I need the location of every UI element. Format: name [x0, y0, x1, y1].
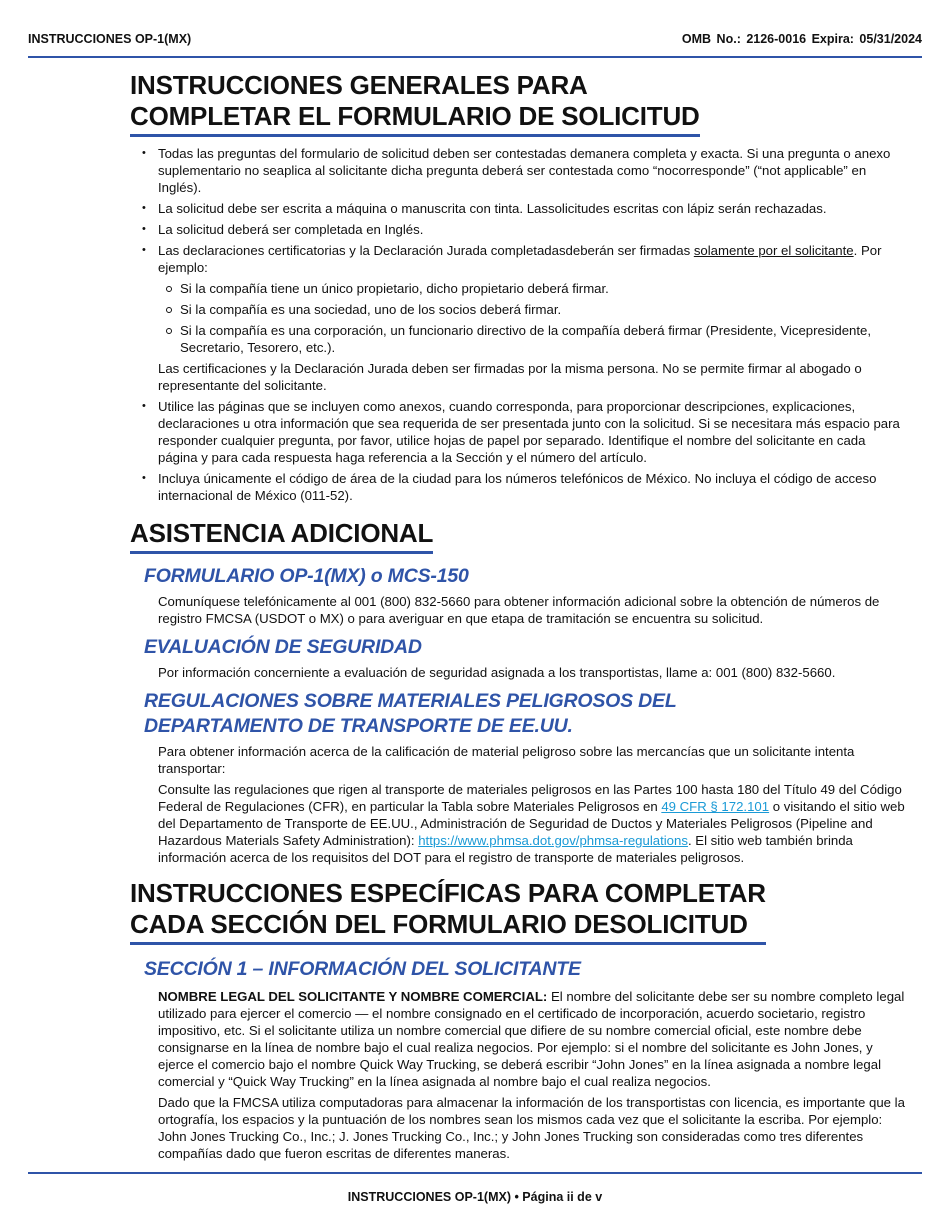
sublist-item: Si la compañía tiene un único propietario, dicho propietario deberá firmar. [158, 280, 905, 297]
list-item: • Incluya únicamente el código de área de la ciudad para los números telefónicos de México. No incluya el código de acceso internacional de México (011-52). [130, 470, 905, 504]
section1-heading: SECCIÓN 1 – INFORMACIÓN DEL SOLICITANTE [144, 958, 581, 980]
hazmat-heading: REGULACIONES SOBRE MATERIALES PELIGROSOS DEL DEPARTAMENTO DE TRANSPORTE DE EE.UU. [144, 690, 677, 737]
sublist-item: Si la compañía es una corporación, un funcionario directivo de la compañía deberá firmar (Presidente, Vicepresidente, Secretario, Tesorero, etc.). [158, 322, 905, 356]
list-item: • La solicitud deberá ser completada en Inglés. [130, 221, 905, 238]
safety-text: Por información concerniente a evaluación de seguridad asignada a los transportistas, llame a: 001 (800) 832-5660. [158, 665, 836, 680]
list-item: • Las declaraciones certificatorias y la Declaración Jurada completadasdeberán ser firmadas solamente por el solicitante. Por ejemplo: Si la compañía tiene un único propietario, dicho propietario deberá firmar. Si la compañía es una sociedad, uno de los socios deberá firmar. Si la compañía es una corporación, un funcionario directivo de la compañía deberá firmar (Presidente, Vicepresidente, Secretario, Tesorero, etc.). Las certificaciones y la Declaración Jurada deben ser firmadas por la misma persona. No se permite firmar al abogado o representante del solicitante. [130, 242, 905, 394]
name-consistency-text: Dado que la FMCSA utiliza computadoras para almacenar la información de los transportistas con licencia, es importante que la ortografía, los espacios y la puntuación de los nombres sean los mismos cada vez que el solicitante la escriba. Por ejemplo: John Jones Trucking Co., Inc.; J. Jones Trucking Co., Inc.; y John Jones Trucking son consideradas como tres diferentes compañías dado que fueron escritas de diferentes maneras. [158, 1095, 905, 1161]
underlined-text: solamente por el solicitante [693, 243, 854, 258]
form-op1-text: Comuníquese telefónicamente al 001 (800) 832-5660 para obtener información adicional sobre la obtención de números de registro FMCSA (USDOT o MX) o para averiguar en que etapa de tramitación se encuentra su solicitud. [158, 594, 880, 626]
footer-page-number: INSTRUCCIONES OP-1(MX) • Página ii de v [347, 1190, 603, 1204]
cfr-link[interactable]: 49 CFR § 172.101 [661, 799, 770, 814]
list-item: • La solicitud debe ser escrita a máquina o manuscrita con tinta. Lassolicitudes escritas con lápiz serán rechazadas. [130, 200, 905, 217]
signer-sublist [158, 280, 905, 356]
page-footer [28, 1172, 922, 1204]
specific-instructions-title: INSTRUCCIONES ESPECÍFICAS PARA COMPLETAR CADA SECCIÓN DEL FORMULARIO DESOLICITUD [130, 878, 766, 945]
list-item: • Todas las preguntas del formulario de solicitud deben ser contestadas demanera completa y exacta. Si una pregunta o anexo suplementario no seaplica al solicitante dicha pregunta deberá ser contestada como “nocorresponde” (“not applicable” en Inglés). [130, 145, 905, 196]
hazmat-intro: Para obtener información acerca de la calificación de material peligroso sobre las mercancías que un solicitante intenta transportar: [158, 744, 855, 776]
general-bullets [130, 145, 905, 504]
general-instructions-title: INSTRUCCIONES GENERALES PARA COMPLETAR EL FORMULARIO DE SOLICITUD [130, 70, 700, 137]
header-form-id: INSTRUCCIONES OP-1(MX) [28, 32, 192, 46]
hazmat-text: Consulte las regulaciones que rigen al transporte de materiales peligrosos en las Partes 100 hasta 180 del Título 49 del Código Federal de Regulaciones (CFR), en particular la Tabla sobre Materiales Peligrosos en 49 CFR § 172.101 o visitando el sitio web del Departamento de Transporte de EE.UU., Administración de Seguridad de Ductos y Materiales Peligrosos (Pipeline and Hazardous Materials Safety Administration): https://www.phmsa.dot.gov/phmsa-regulations. El sitio web también brinda información acerca de los requisitos del DOT para el registro de transporte de materiales peligrosos. [158, 782, 905, 865]
sublist-item: Si la compañía es una sociedad, uno de los socios deberá firmar. [158, 301, 905, 318]
page-header [28, 30, 922, 58]
legal-name-text: NOMBRE LEGAL DEL SOLICITANTE Y NOMBRE COMERCIAL: El nombre del solicitante debe ser su nombre completo legal utilizado para ejercer el comercio — el nombre consignado en el certificado de incorporación, acuerdo societario, registro impositivo, etc. Si el solicitante utiliza un nombre comercial que difiere de su nombre comercial oficial, este nombre debe consignarse en la línea de nombre bajo el cual realiza negocios. Por ejemplo: si el nombre del solicitante es John Jones, y ejerce el comercio bajo el nombre Quick Way Trucking, se deberá escribir “John Jones” en la línea asignada a nombre legal comercial y “Quick Way Trucking” en la línea asignada al nombre bajo el cual realiza negocios. [158, 989, 905, 1089]
signature-note: Las certificaciones y la Declaración Jurada deben ser firmadas por la misma persona. No se permite firmar al abogado o representante del solicitante. [158, 361, 862, 393]
list-item: • Utilice las páginas que se incluyen como anexos, cuando corresponda, para proporcionar descripciones, explicaciones, declaraciones u otra información que sea requerida de ser presentada junto con la solicitud. Si se necesitara más espacio para responder cualquier pregunta, por favor, utilice hojas de papel por separado. Identifique el nombre del solicitante en cada página y para cada respuesta haga referencia a la Sección y el número del artículo. [130, 398, 905, 466]
page-content [130, 70, 905, 1162]
header-omb: OMB No.: 2126-0016 Expira: 05/31/2024 [681, 32, 922, 46]
assistance-title: ASISTENCIA ADICIONAL [130, 518, 433, 554]
phmsa-link[interactable]: https://www.phmsa.dot.gov/phmsa-regulations [418, 833, 688, 848]
form-op1-heading: FORMULARIO OP-1(MX) o MCS-150 [144, 565, 469, 587]
safety-heading: EVALUACIÓN DE SEGURIDAD [144, 636, 422, 658]
